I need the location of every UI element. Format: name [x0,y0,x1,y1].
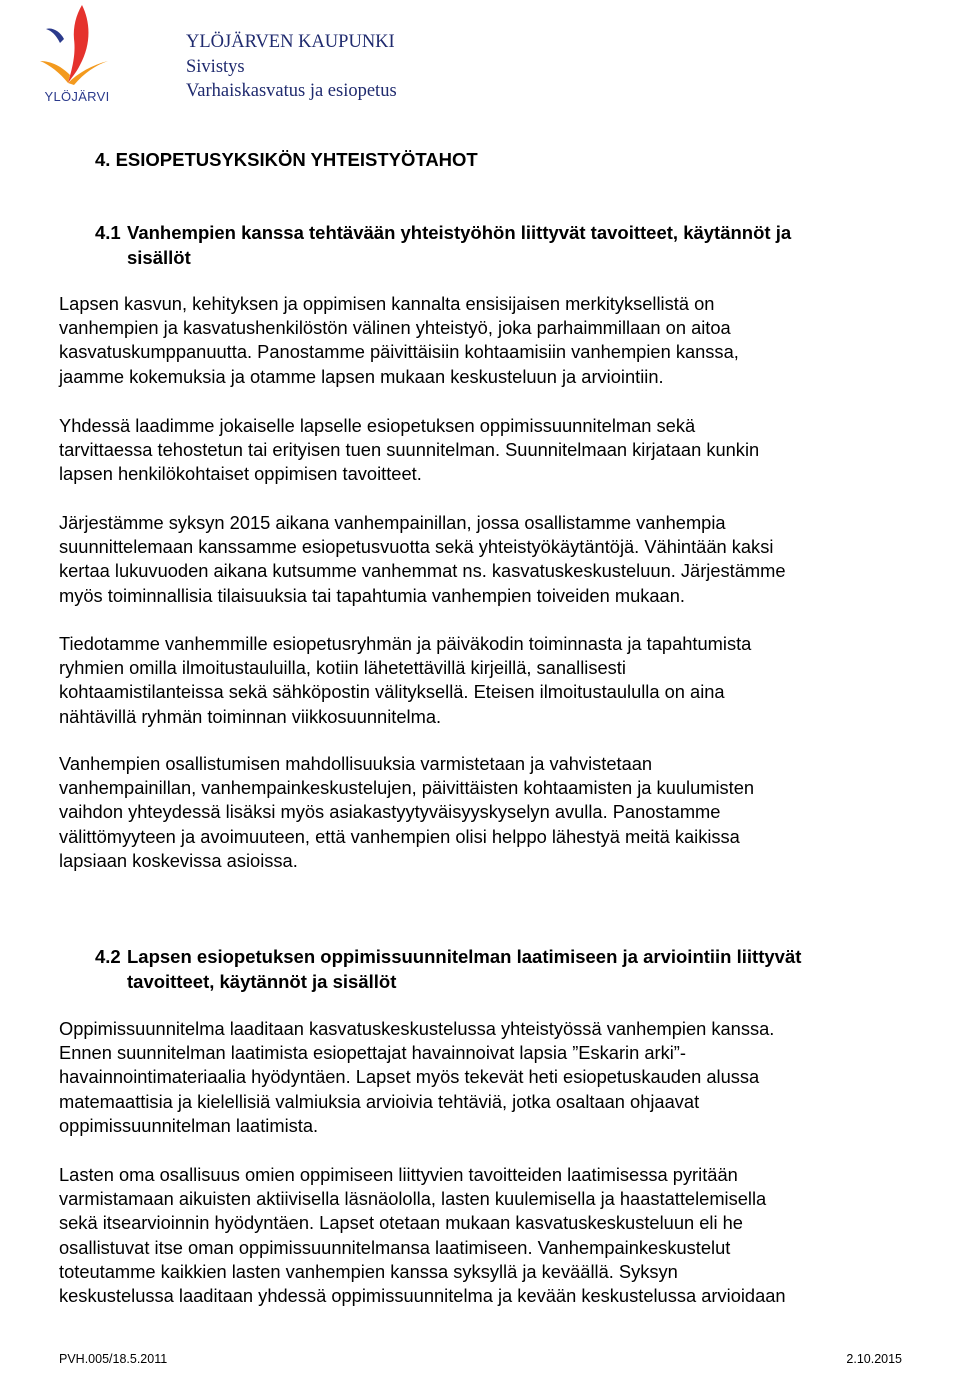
subsection-number: 4.2 [95,946,121,967]
text-line: keskustelussa laaditaan yhdessä oppimissuunnitelma ja kevään keskustelussa arvioidaan [59,1284,786,1306]
ylojarvi-logo-icon [38,3,116,93]
unit-name: Varhaiskasvatus ja esiopetus [186,81,397,101]
footer-date: 2.10.2015 [846,1352,902,1366]
section-heading: 4. ESIOPETUSYKSIKÖN YHTEISTYÖTAHOT [95,149,478,170]
text-line: tarvittaessa tehostetun tai erityisen tuen suunnitelman. Suunnitelmaan kirjataan kunkin [59,439,760,461]
text-line: lapsiaan koskevissa asioissa. [59,849,298,871]
text-line: matemaattisia ja kielellisiä valmiuksia arvioivia tehtäviä, jotka osaltaan ohjaavat [59,1090,700,1112]
paragraph [59,752,754,873]
text-line: sekä itsearvioinnin hyödyntäen. Lapset otetaan mukaan kasvatuskeskusteluun eli he [59,1212,743,1234]
organization-name: YLÖJÄRVEN KAUPUNKI [186,32,395,52]
text-line: jaamme kokemuksia ja otamme lapsen mukaan keskusteluun ja arviointiin. [59,365,664,387]
text-line: osallistuvat itse oman oppimissuunnitelmansa laatimiseen. Vanhempainkeskustelut [59,1236,731,1258]
text-line: myös toiminnallisia tilaisuuksia tai tapahtumia vanhempien toiveiden mukaan. [59,584,685,606]
paragraph [59,292,739,389]
text-line: ryhmien omilla ilmoitustauluilla, kotiin lähetettävillä kirjeillä, sanallisesti [59,657,626,679]
text-line: Ennen suunnitelman laatimista esiopettajat havainnoivat lapsia ”Eskarin arki”- [59,1042,686,1064]
text-line: nähtävillä ryhmän toiminnan viikkosuunnitelma. [59,705,442,727]
text-line: kertaa lukuvuoden aikana kutsumme vanhemmat ns. kasvatuskeskusteluun. Järjestämme [59,560,786,582]
text-line: oppimissuunnitelman laatimista. [59,1114,319,1136]
department-name: Sivistys [186,56,245,77]
paragraph [59,1163,786,1308]
text-line: varmistamaan aikuisten aktiivisella läsnäololla, lasten kuulemisella ja haastattelemisella [59,1188,767,1210]
footer-doc-id: PVH.005/18.5.2011 [59,1352,168,1366]
text-line: toteutamme kaikkien lasten vanhempien kanssa syksyllä ja keväällä. Syksyn [59,1260,678,1282]
subsection-title-line: Vanhempien kanssa tehtävään yhteistyöhön liittyvät tavoitteet, käytännöt ja [127,222,792,243]
text-line: Järjestämme syksyn 2015 aikana vanhempainillan, jossa osallistamme vanhempia [59,512,726,533]
paragraph [59,1017,774,1138]
text-line: Yhdessä laadimme jokaiselle lapselle esiopetuksen oppimissuunnitelman sekä [59,415,696,436]
text-line: havainnointimateriaalia hyödyntäen. Lapset myös tekevät heti esiopetuskauden alussa [59,1066,760,1088]
text-line: Vanhempien osallistumisen mahdollisuuksia varmistetaan ja vahvistetaan [59,753,653,774]
subsection-title-line: Lapsen esiopetuksen oppimissuunnitelman laatimiseen ja arviointiin liittyvät [127,946,802,967]
text-line: Lasten oma osallisuus omien oppimiseen liittyvien tavoitteiden laatimisessa pyritään [59,1164,738,1185]
text-line: välittömyyteen ja avoimuuteen, että vanhempien olisi helppo lähestyä meitä kaikissa [59,825,740,847]
letterhead [186,30,397,104]
subsection-title-line: sisällöt [127,246,191,268]
text-line: lapsen henkilökohtaiset oppimisen tavoitteet. [59,463,422,485]
subsection-title-line: tavoitteet, käytännöt ja sisällöt [127,970,397,992]
paragraph [59,511,786,608]
ylojarvi-logo [38,3,116,107]
text-line: kasvatuskumppanuutta. Panostamme päivittäisiin kohtaamisiin vanhempien kanssa, [59,341,739,363]
text-line: vanhempien ja kasvatushenkilöstön välinen yhteistyö, joka parhaimmillaan on aitoa [59,317,731,339]
text-line: kohtaamistilanteissa sekä sähköpostin välityksellä. Eteisen ilmoitustaululla on aina [59,681,725,703]
text-line: vanhempainillan, vanhempainkeskustelujen, päivittäisten kohtaamisten ja kuulumisten [59,777,755,799]
subsection-number: 4.1 [95,222,121,243]
text-line: Oppimissuunnitelma laaditaan kasvatuskeskustelussa yhteistyössä vanhempien kanssa. [59,1018,775,1039]
text-line: vaihdon yhteydessä lisäksi myös asiakastyytyväisyyskyselyn avulla. Panostamme [59,801,721,823]
text-line: Lapsen kasvun, kehityksen ja oppimisen kannalta ensisijaisen merkityksellistä on [59,293,715,314]
text-line: Tiedotamme vanhemmille esiopetusryhmän ja päiväkodin toiminnasta ja tapahtumista [59,633,752,654]
paragraph [59,632,751,729]
paragraph [59,414,759,487]
text-line: suunnittelemaan kanssamme esiopetusvuotta sekä yhteistyökäytäntöjä. Vähintään kaksi [59,536,774,558]
logo-wordmark: YLÖJÄRVI [44,89,110,104]
